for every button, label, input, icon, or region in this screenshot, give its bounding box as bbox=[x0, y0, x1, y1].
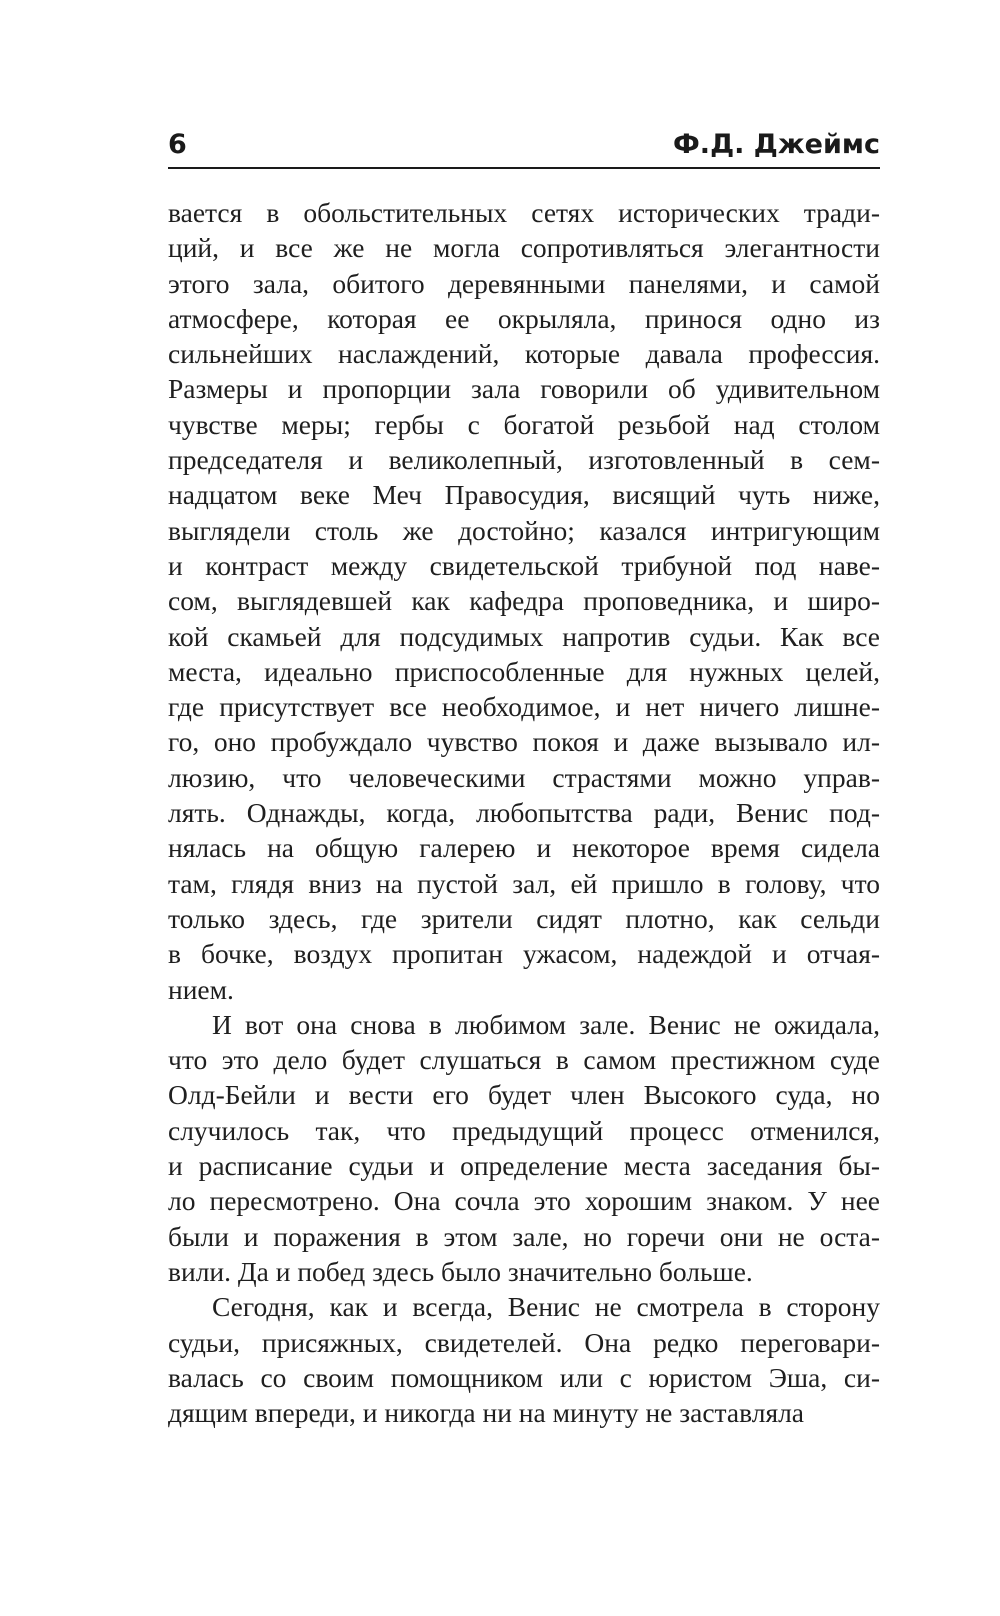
text-line: что это дело будет слушаться в самом престижном суде bbox=[168, 1044, 880, 1076]
page-header bbox=[168, 127, 880, 169]
text-line: где присутствует все необходимое, и нет ничего лишне- bbox=[168, 691, 880, 723]
paragraph bbox=[168, 195, 880, 1007]
text-line: валась со своим помощником или с юристом Эша, си- bbox=[168, 1361, 880, 1393]
text-line: нием. bbox=[168, 973, 234, 1005]
text-line: атмосфере, которая ее окрыляла, принося одно из bbox=[168, 302, 880, 334]
text-line: были и поражения в этом зале, но горечи они не оста- bbox=[168, 1220, 880, 1252]
text-line: сом, выглядевшей как кафедра проповедника, и широ- bbox=[168, 585, 880, 617]
text-line: выглядели столь же достойно; казался интригующим bbox=[168, 514, 880, 546]
text-line: в бочке, воздух пропитан ужасом, надеждой и отчая- bbox=[168, 938, 880, 970]
text-line: Размеры и пропорции зала говорили об удивительном bbox=[168, 373, 880, 405]
text-line: Сегодня, как и всегда, Венис не смотрела в сторону bbox=[212, 1291, 880, 1323]
text-line: Олд-Бейли и вести его будет член Высокого суда, но bbox=[168, 1079, 880, 1111]
paragraph bbox=[168, 1007, 880, 1289]
text-line: судьи, присяжных, свидетелей. Она редко переговари- bbox=[168, 1326, 880, 1358]
text-line: вается в обольстительных сетях исторических тради- bbox=[168, 197, 880, 228]
text-line: люзию, что человеческими страстями можно управ- bbox=[168, 761, 880, 793]
paragraph bbox=[168, 1289, 880, 1430]
text-line: чувстве меры; гербы с богатой резьбой над столом bbox=[168, 408, 880, 440]
text-line: ло пересмотрено. Она сочла это хорошим знаком. У нее bbox=[168, 1185, 880, 1217]
text-line: кой скамьей для подсудимых напротив судьи. Как все bbox=[168, 620, 880, 652]
text-line: нялась на общую галерею и некоторое время сидела bbox=[168, 832, 880, 864]
text-line: и контраст между свидетельской трибуной под наве- bbox=[168, 549, 880, 581]
text-line: и расписание судьи и определение места заседания бы- bbox=[168, 1150, 880, 1182]
page-number: 6 bbox=[168, 129, 187, 160]
text-line: И вот она снова в любимом зале. Венис не ожидала, bbox=[212, 1008, 880, 1040]
body-text bbox=[168, 195, 880, 1430]
text-line: вили. Да и побед здесь было значительно больше. bbox=[168, 1255, 753, 1287]
text-line: только здесь, где зрители сидят плотно, как сельди bbox=[168, 902, 880, 934]
text-line: дящим впереди, и никогда ни на минуту не заставляла bbox=[168, 1397, 805, 1429]
text-line: сильнейших наслаждений, которые давала профессия. bbox=[168, 338, 880, 370]
text-line: надцатом веке Меч Правосудия, висящий чуть ниже, bbox=[168, 479, 880, 511]
text-line: председателя и великолепный, изготовленный в сем- bbox=[168, 444, 880, 476]
text-line: ций, и все же не могла сопротивляться элегантности bbox=[168, 232, 880, 264]
text-line: там, глядя вниз на пустой зал, ей пришло в голову, что bbox=[168, 867, 880, 899]
text-line: случилось так, что предыдущий процесс отменился, bbox=[168, 1114, 880, 1146]
running-title: Ф.Д. Джеймс bbox=[673, 129, 880, 160]
text-line: го, оно пробуждало чувство покоя и даже вызывало ил- bbox=[168, 726, 880, 758]
text-line: этого зала, обитого деревянными панелями, и самой bbox=[168, 267, 880, 299]
text-line: места, идеально приспособленные для нужных целей, bbox=[168, 655, 880, 687]
text-line: лять. Однажды, когда, любопытства ради, Венис под- bbox=[168, 797, 880, 829]
